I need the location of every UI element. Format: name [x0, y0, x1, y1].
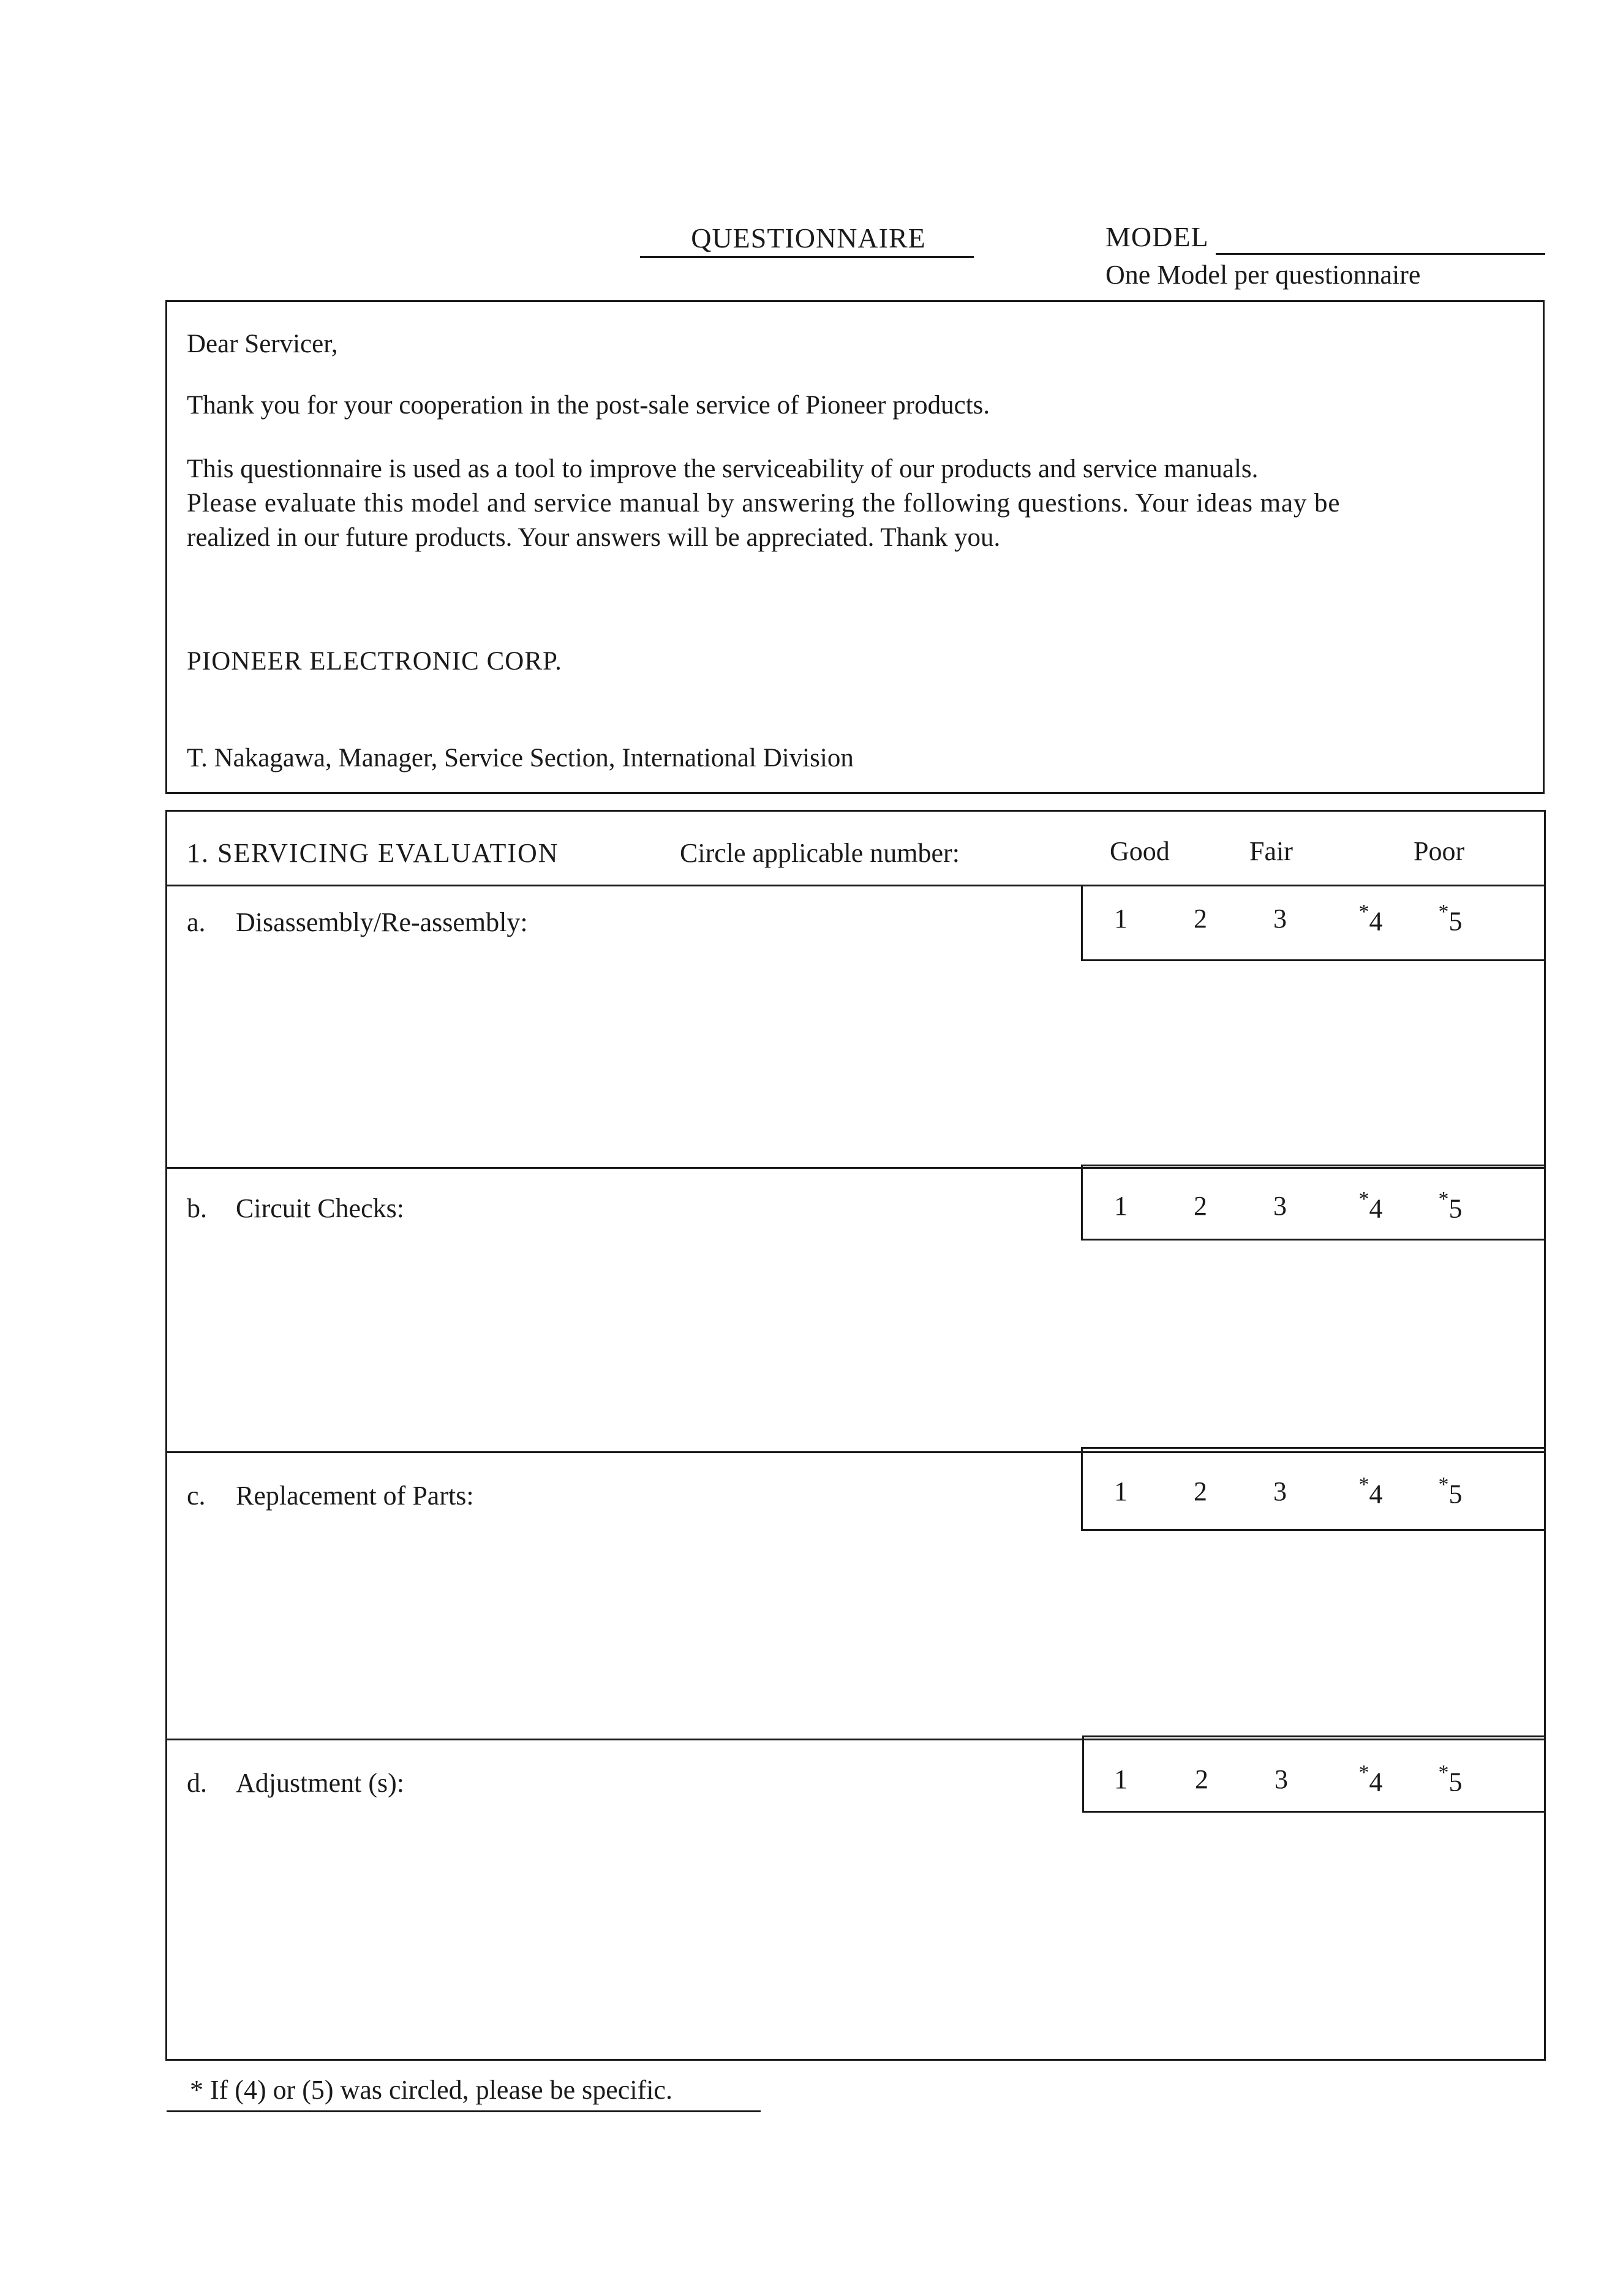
item-b — [187, 1193, 404, 1224]
rating-a-1[interactable]: 1 — [1114, 904, 1128, 934]
asterisk: * — [1438, 1761, 1449, 1784]
rating-box-a-bottom — [1081, 959, 1546, 961]
item-a — [187, 907, 528, 938]
item-d — [187, 1767, 404, 1799]
rating-d-2[interactable]: 2 — [1195, 1764, 1208, 1794]
item-d-index: d. — [187, 1768, 207, 1798]
asterisk: * — [1438, 1188, 1449, 1210]
model-note: One Model per questionnaire — [1105, 260, 1421, 290]
rating-box-a-left — [1081, 886, 1083, 961]
asterisk: * — [1358, 1761, 1369, 1784]
rating-b-5[interactable] — [1432, 1190, 1469, 1225]
rating-box-c-left — [1081, 1447, 1083, 1530]
rating-b-4[interactable] — [1352, 1190, 1389, 1225]
rating-a-4[interactable] — [1352, 903, 1389, 937]
item-a-label: Disassembly/Re-assembly: — [236, 907, 528, 937]
footnote-underline — [167, 2110, 761, 2112]
rating-d-4[interactable] — [1352, 1761, 1389, 1798]
rating-c-2[interactable]: 2 — [1194, 1476, 1207, 1506]
rating-b-3[interactable]: 3 — [1273, 1191, 1287, 1221]
circle-instruction: Circle applicable number: — [680, 838, 960, 868]
rating-c-5[interactable] — [1432, 1473, 1469, 1510]
rating-value: 4 — [1369, 1193, 1383, 1224]
divider-b-c — [165, 1451, 1546, 1453]
rating-box-b-left — [1081, 1165, 1083, 1241]
item-a-index: a. — [187, 907, 206, 937]
rating-value: 5 — [1448, 1193, 1463, 1224]
rating-value: 4 — [1369, 906, 1383, 937]
item-b-index: b. — [187, 1193, 207, 1223]
rating-c-3[interactable]: 3 — [1273, 1476, 1287, 1506]
rating-b-2[interactable]: 2 — [1194, 1191, 1207, 1221]
rating-value: 5 — [1448, 1479, 1463, 1509]
letter-paragraph-2-line-1: This questionnaire is used as a tool to improve the serviceability of our products and service manuals. — [187, 455, 1259, 483]
rating-b-1[interactable]: 1 — [1114, 1191, 1128, 1221]
rating-box-c-top — [1081, 1447, 1546, 1449]
rating-a-2[interactable]: 2 — [1194, 904, 1207, 934]
rating-d-5[interactable] — [1432, 1761, 1469, 1798]
rating-box-d-top — [1082, 1735, 1546, 1737]
item-b-label: Circuit Checks: — [236, 1193, 404, 1223]
item-c-label: Replacement of Parts: — [236, 1481, 474, 1511]
asterisk: * — [1358, 901, 1369, 923]
item-c — [187, 1480, 474, 1511]
rating-a-3[interactable]: 3 — [1273, 904, 1287, 934]
rating-box-c-bottom — [1081, 1529, 1546, 1531]
item-c-index: c. — [187, 1481, 206, 1511]
rating-value: 5 — [1448, 906, 1463, 937]
signatory: T. Nakagawa, Manager, Service Section, International Division — [187, 744, 854, 772]
rating-c-4[interactable] — [1352, 1473, 1389, 1510]
title-underline — [640, 256, 974, 258]
rating-d-3[interactable]: 3 — [1275, 1764, 1288, 1794]
rating-value: 5 — [1448, 1767, 1463, 1797]
rating-box-b-top — [1081, 1165, 1546, 1166]
evaluation-box — [165, 810, 1546, 2061]
rating-value: 4 — [1369, 1767, 1383, 1797]
scale-label-good: Good — [1110, 836, 1170, 866]
letter-paragraph-2-line-2: Please evaluate this model and service manual by answering the following questions. Your ideas may be — [187, 489, 1341, 518]
scale-label-poor: Poor — [1414, 836, 1465, 866]
asterisk: * — [1438, 901, 1449, 923]
company-name: PIONEER ELECTRONIC CORP. — [187, 647, 562, 676]
letter-paragraph-2 — [187, 452, 1527, 555]
scale-label-fair: Fair — [1249, 836, 1293, 866]
asterisk: * — [1358, 1188, 1369, 1210]
rating-box-b-bottom — [1081, 1239, 1546, 1241]
rating-box-d-left — [1082, 1735, 1084, 1813]
model-input-line[interactable] — [1216, 253, 1545, 255]
asterisk: * — [1358, 1473, 1369, 1496]
asterisk: * — [1438, 1473, 1449, 1496]
rating-a-5[interactable] — [1432, 903, 1469, 937]
divider-c-d — [165, 1739, 1546, 1740]
rating-value: 4 — [1369, 1479, 1383, 1509]
letter-paragraph-2-line-3: realized in our future products. Your answers will be appreciated. Thank you. — [187, 523, 1001, 552]
rating-d-1[interactable]: 1 — [1114, 1764, 1128, 1794]
item-d-label: Adjustment (s): — [236, 1768, 404, 1798]
section-title: 1. SERVICING EVALUATION — [187, 838, 559, 868]
footnote: * If (4) or (5) was circled, please be specific. — [190, 2075, 672, 2105]
rating-c-1[interactable]: 1 — [1114, 1476, 1128, 1506]
header-divider — [165, 885, 1546, 886]
page-title: QUESTIONNAIRE — [691, 222, 926, 254]
model-label: MODEL — [1105, 221, 1209, 252]
rating-box-d-bottom — [1082, 1811, 1546, 1813]
letter-greeting: Dear Servicer, — [187, 330, 338, 358]
letter-paragraph-1: Thank you for your cooperation in the post-sale service of Pioneer products. — [187, 391, 990, 420]
divider-a-b — [165, 1167, 1546, 1169]
